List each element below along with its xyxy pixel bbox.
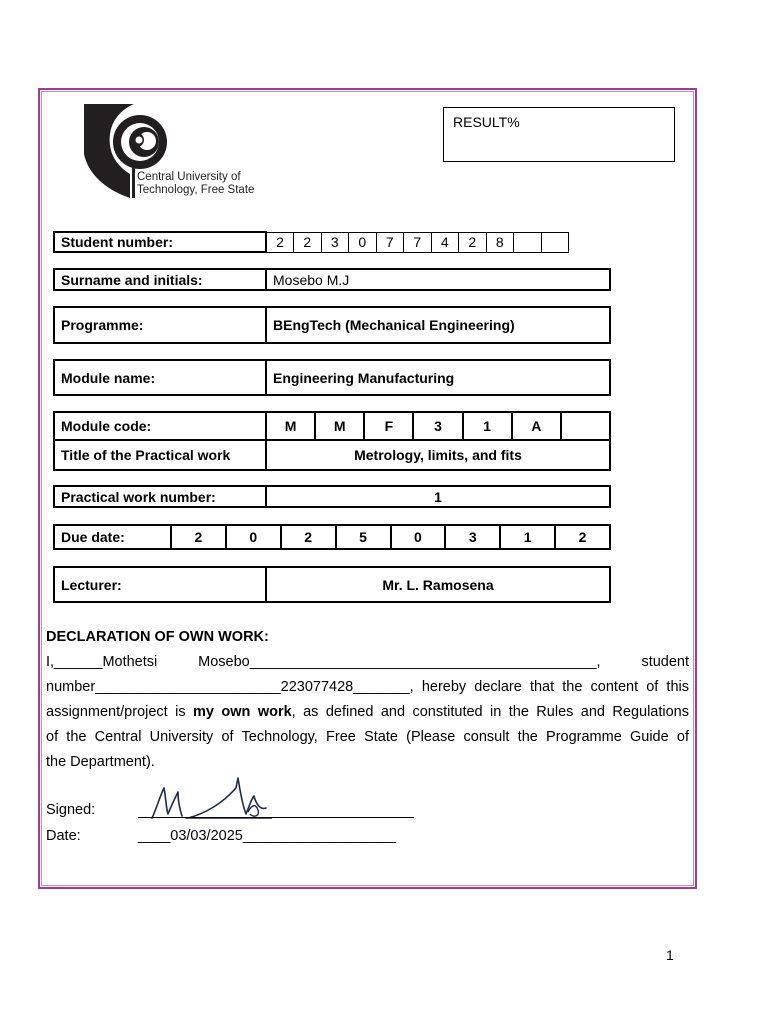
programme-value: BEngTech (Mechanical Engineering): [266, 307, 610, 343]
declaration-emphasis: my own work: [193, 704, 292, 720]
lecturer-table: [53, 566, 611, 603]
signature-line: [138, 817, 414, 818]
result-label: RESULT%: [453, 114, 520, 130]
surname-value: Mosebo M.J: [266, 269, 610, 290]
due-date-digit: 0: [226, 525, 281, 549]
practical-number-value: 1: [266, 486, 610, 507]
student-number-digit: 2: [294, 232, 322, 252]
page-number: 1: [666, 947, 674, 963]
module-name-label: Module name:: [54, 360, 266, 395]
practical-title-value: Metrology, limits, and fits: [266, 440, 610, 470]
declaration-line: the Department).: [46, 754, 155, 770]
module-code-table: [53, 411, 611, 471]
due-date-digit: 1: [500, 525, 555, 549]
student-number-digit: 8: [486, 232, 514, 252]
due-date-label: Due date:: [54, 525, 171, 549]
lecturer-value: Mr. L. Ramosena: [266, 567, 610, 602]
declaration-text: , as defined and constituted in the Rules and Regulations: [291, 704, 689, 720]
date-label: Date:: [46, 828, 81, 844]
student-number-digit: 2: [459, 232, 487, 252]
surname-table: [53, 268, 611, 291]
module-code-char: F: [364, 412, 413, 440]
student-number-digit: 0: [349, 232, 377, 252]
module-code-char: 1: [463, 412, 512, 440]
student-number-digit: [541, 232, 569, 252]
due-date-digit: 5: [336, 525, 391, 549]
handwritten-signature: [148, 774, 272, 822]
module-name-value: Engineering Manufacturing: [266, 360, 610, 395]
programme-label: Programme:: [54, 307, 266, 343]
module-name-table: [53, 359, 611, 396]
student-number-label: Student number:: [54, 232, 266, 252]
declaration-name-b: Mosebo___________________________________________,: [198, 654, 601, 670]
declaration-line: [46, 700, 689, 725]
module-code-label: Module code:: [54, 412, 266, 440]
declaration-line: [46, 650, 689, 675]
module-code-char: 3: [413, 412, 462, 440]
declaration-name-a: I,______Mothetsi: [46, 654, 158, 670]
declaration-line: number_______________________223077428_______, hereby declare that the content of this: [46, 679, 689, 695]
university-name-line2: Technology, Free State: [137, 184, 255, 196]
due-date-table: [53, 524, 611, 550]
university-name: [137, 171, 254, 197]
module-code-char: A: [512, 412, 561, 440]
practical-number-label: Practical work number:: [54, 486, 266, 507]
module-code-char: [561, 412, 610, 440]
module-code-char: M: [315, 412, 364, 440]
due-date-digit: 2: [171, 525, 226, 549]
due-date-digit: 3: [445, 525, 500, 549]
practical-title-label: Title of the Practical work: [54, 440, 266, 470]
result-box: [443, 107, 675, 162]
student-number-table: [53, 231, 569, 253]
lecturer-label: Lecturer:: [54, 567, 266, 602]
surname-label: Surname and initials:: [54, 269, 266, 290]
university-name-line1: Central University of: [137, 171, 241, 183]
signed-label: Signed:: [46, 802, 96, 818]
declaration-text: assignment/project is: [46, 704, 194, 720]
module-code-char: M: [266, 412, 315, 440]
date-value: ____03/03/2025___________________: [138, 828, 397, 844]
due-date-digit: 2: [555, 525, 610, 549]
student-number-digit: 4: [431, 232, 459, 252]
declaration-title: DECLARATION OF OWN WORK:: [46, 629, 269, 645]
student-number-digit: 7: [376, 232, 404, 252]
declaration-line: of the Central University of Technology, Free State (Please consult the Programme Guide of: [46, 729, 689, 745]
declaration-section: [46, 625, 689, 775]
due-date-digit: 2: [281, 525, 336, 549]
due-date-digit: 0: [391, 525, 446, 549]
declaration-student: student: [641, 654, 690, 670]
practical-number-table: [53, 485, 611, 508]
student-number-digit: 2: [266, 232, 294, 252]
student-number-digit: 3: [321, 232, 349, 252]
programme-table: [53, 306, 611, 344]
student-number-digit: [514, 232, 542, 252]
student-number-digit: 7: [404, 232, 432, 252]
